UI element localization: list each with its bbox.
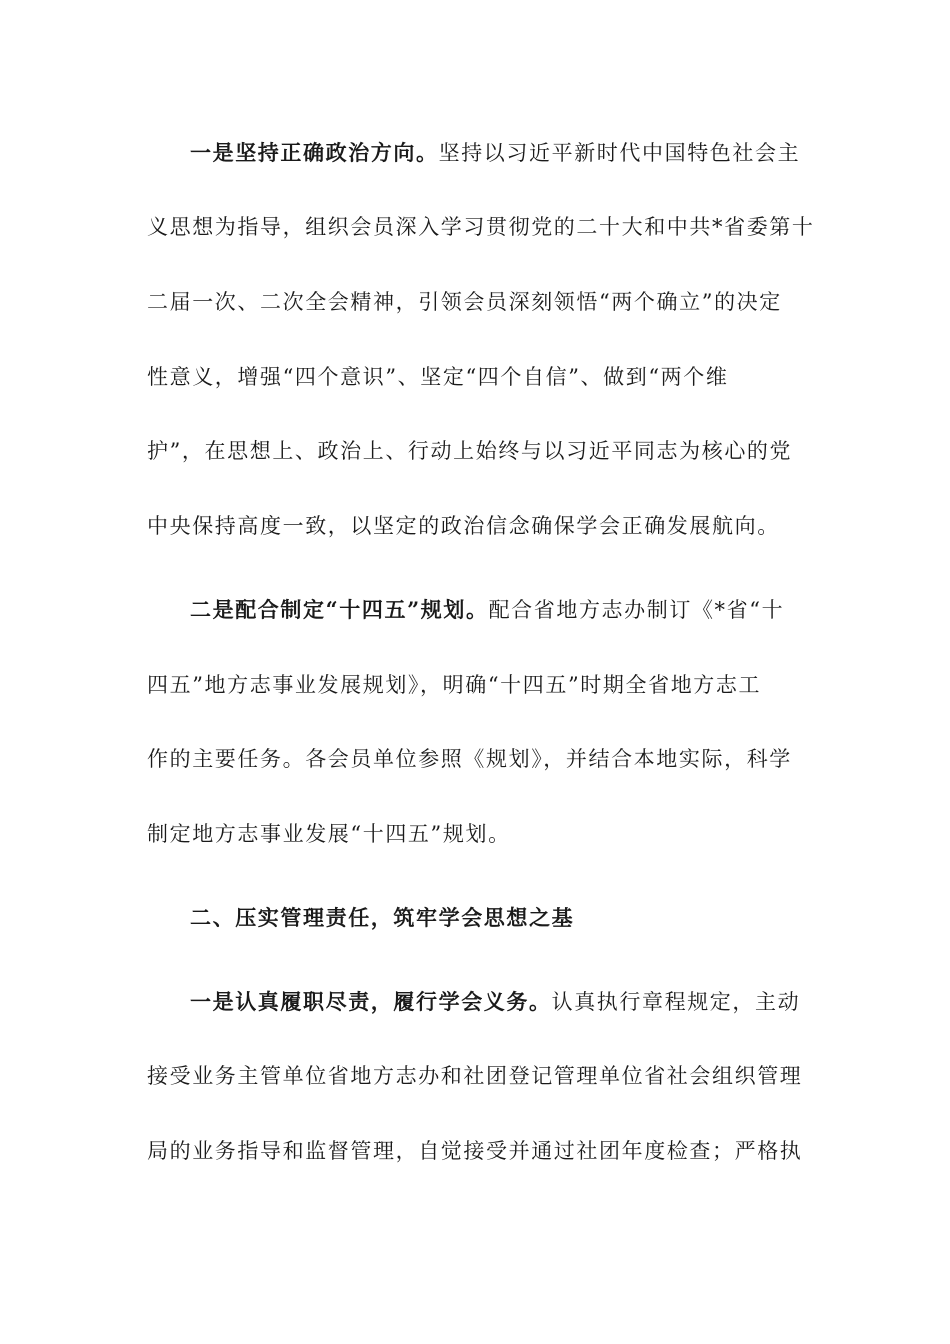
para1-line3: 二届一次、二次全会精神，引领会员深刻领悟“两个确立”的决定 (147, 290, 782, 314)
para3-line3: 局的业务指导和监督管理，自觉接受并通过社团年度检查；严格执 (147, 1139, 803, 1163)
para1-line1-text: 坚持以习近平新时代中国特色社会主 (438, 141, 801, 165)
section-heading: 二、压实管理责任，筑牢学会思想之基 (190, 905, 575, 930)
para2-line4: 制定地方志事业发展“十四五”规划。 (147, 822, 511, 846)
para2-line1 (190, 597, 807, 623)
para3-line1-text: 认真执行章程规定，主动 (551, 990, 801, 1014)
para1-line2: 义思想为指导，组织会员深入学习贯彻党的二十大和中共*省委第十 (147, 215, 815, 239)
para1-line6: 中央保持高度一致，以坚定的政治信念确保学会正确发展航向。 (147, 514, 780, 538)
para1-lead: 一是坚持正确政治方向。 (190, 140, 439, 165)
para1-line4: 性意义，增强“四个意识”、坚定“四个自信”、做到“两个维 (147, 365, 729, 389)
para2-lead: 二是配合制定“十四五”规划。 (190, 597, 489, 622)
para3-line2: 接受业务主管单位省地方志办和社团登记管理单位省社会组织管理 (147, 1064, 803, 1088)
para3-line1 (190, 989, 807, 1015)
para2-line2: 四五”地方志事业发展规划》，明确“十四五”时期全省地方志工 (147, 673, 762, 697)
para1-line5: 护”，在思想上、政治上、行动上始终与以习近平同志为核心的党 (147, 439, 793, 463)
para2-line3: 作的主要任务。各会员单位参照《规划》，并结合本地实际，科学 (147, 747, 792, 771)
para2-line1-text: 配合省地方志办制订《*省“十 (488, 598, 785, 622)
para3-lead: 一是认真履职尽责，履行学会义务。 (190, 989, 552, 1014)
para1-line1 (190, 140, 807, 166)
